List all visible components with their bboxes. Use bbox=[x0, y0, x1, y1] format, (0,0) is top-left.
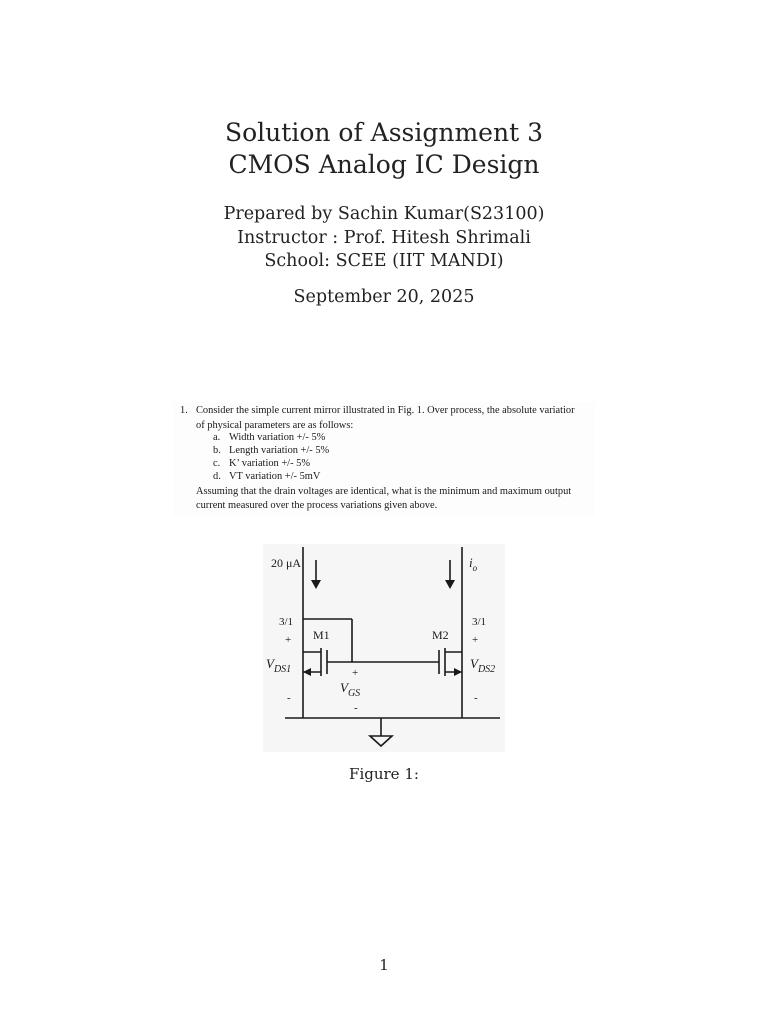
list-item: Width variation +/- 5% bbox=[229, 432, 326, 443]
list-item: Length variation +/- 5% bbox=[229, 445, 330, 456]
vds2-label: $V_{DS2}$ bbox=[470, 656, 496, 675]
list-item: VT variation +/- 5mV bbox=[229, 471, 321, 482]
figure-caption: Figure 1: bbox=[349, 765, 419, 783]
list-item-marker: d. bbox=[213, 471, 221, 482]
output-current-label: $i_o$ bbox=[469, 555, 478, 573]
current-mirror-schematic bbox=[263, 544, 505, 752]
source-current-label: 20 μA bbox=[271, 556, 302, 570]
m1-ratio: 3/1 bbox=[279, 616, 294, 628]
list-item: K’ variation +/- 5% bbox=[229, 458, 310, 469]
problem-intro-line-2: of physical parameters are as follows: bbox=[196, 420, 354, 431]
author-block bbox=[0, 203, 768, 274]
list-item-marker: c. bbox=[213, 458, 221, 469]
instructor: Instructor : Prof. Hitesh Shrimali bbox=[237, 227, 531, 248]
problem-intro-line-1: Consider the simple current mirror illustrated in Fig. 1. Over process, the absolute variatior bbox=[196, 405, 575, 416]
list-item-marker: b. bbox=[213, 445, 221, 456]
vgs-minus: - bbox=[354, 702, 358, 714]
list-item-marker: a. bbox=[213, 432, 221, 443]
vds1-label: $V_{DS1}$ bbox=[266, 656, 292, 675]
problem-statement bbox=[173, 402, 595, 516]
vds2-minus: - bbox=[474, 692, 478, 704]
m2-ratio: 3/1 bbox=[472, 616, 487, 628]
prepared-by: Prepared by Sachin Kumar(S23100) bbox=[223, 204, 545, 224]
vds1-plus: + bbox=[285, 634, 292, 646]
document-date: September 20, 2025 bbox=[293, 287, 475, 307]
problem-outro-line-2: current measured over the process variations given above. bbox=[196, 500, 438, 511]
m1-label: M1 bbox=[313, 628, 330, 642]
vds2-plus: + bbox=[472, 634, 479, 646]
m1-source-arrow bbox=[303, 668, 311, 676]
vgs-label: $V_{GS}$ bbox=[340, 680, 361, 699]
problem-number: 1. bbox=[180, 405, 188, 416]
current-arrow-right-head bbox=[445, 580, 455, 589]
current-arrow-left-head bbox=[311, 580, 321, 589]
school: School: SCEE (IIT MANDI) bbox=[264, 251, 504, 271]
m2-label: M2 bbox=[432, 628, 449, 642]
ground-symbol bbox=[370, 736, 392, 746]
page-number: 1 bbox=[379, 956, 389, 974]
m2-source-arrow bbox=[454, 668, 462, 676]
vds1-minus: - bbox=[287, 692, 291, 704]
vgs-plus: + bbox=[352, 667, 359, 679]
title-block bbox=[0, 117, 768, 181]
document-title: Solution of Assignment 3 bbox=[225, 118, 543, 147]
problem-outro-line-1: Assuming that the drain voltages are identical, what is the minimum and maximum output bbox=[196, 486, 572, 497]
course-title: CMOS Analog IC Design bbox=[228, 150, 540, 179]
